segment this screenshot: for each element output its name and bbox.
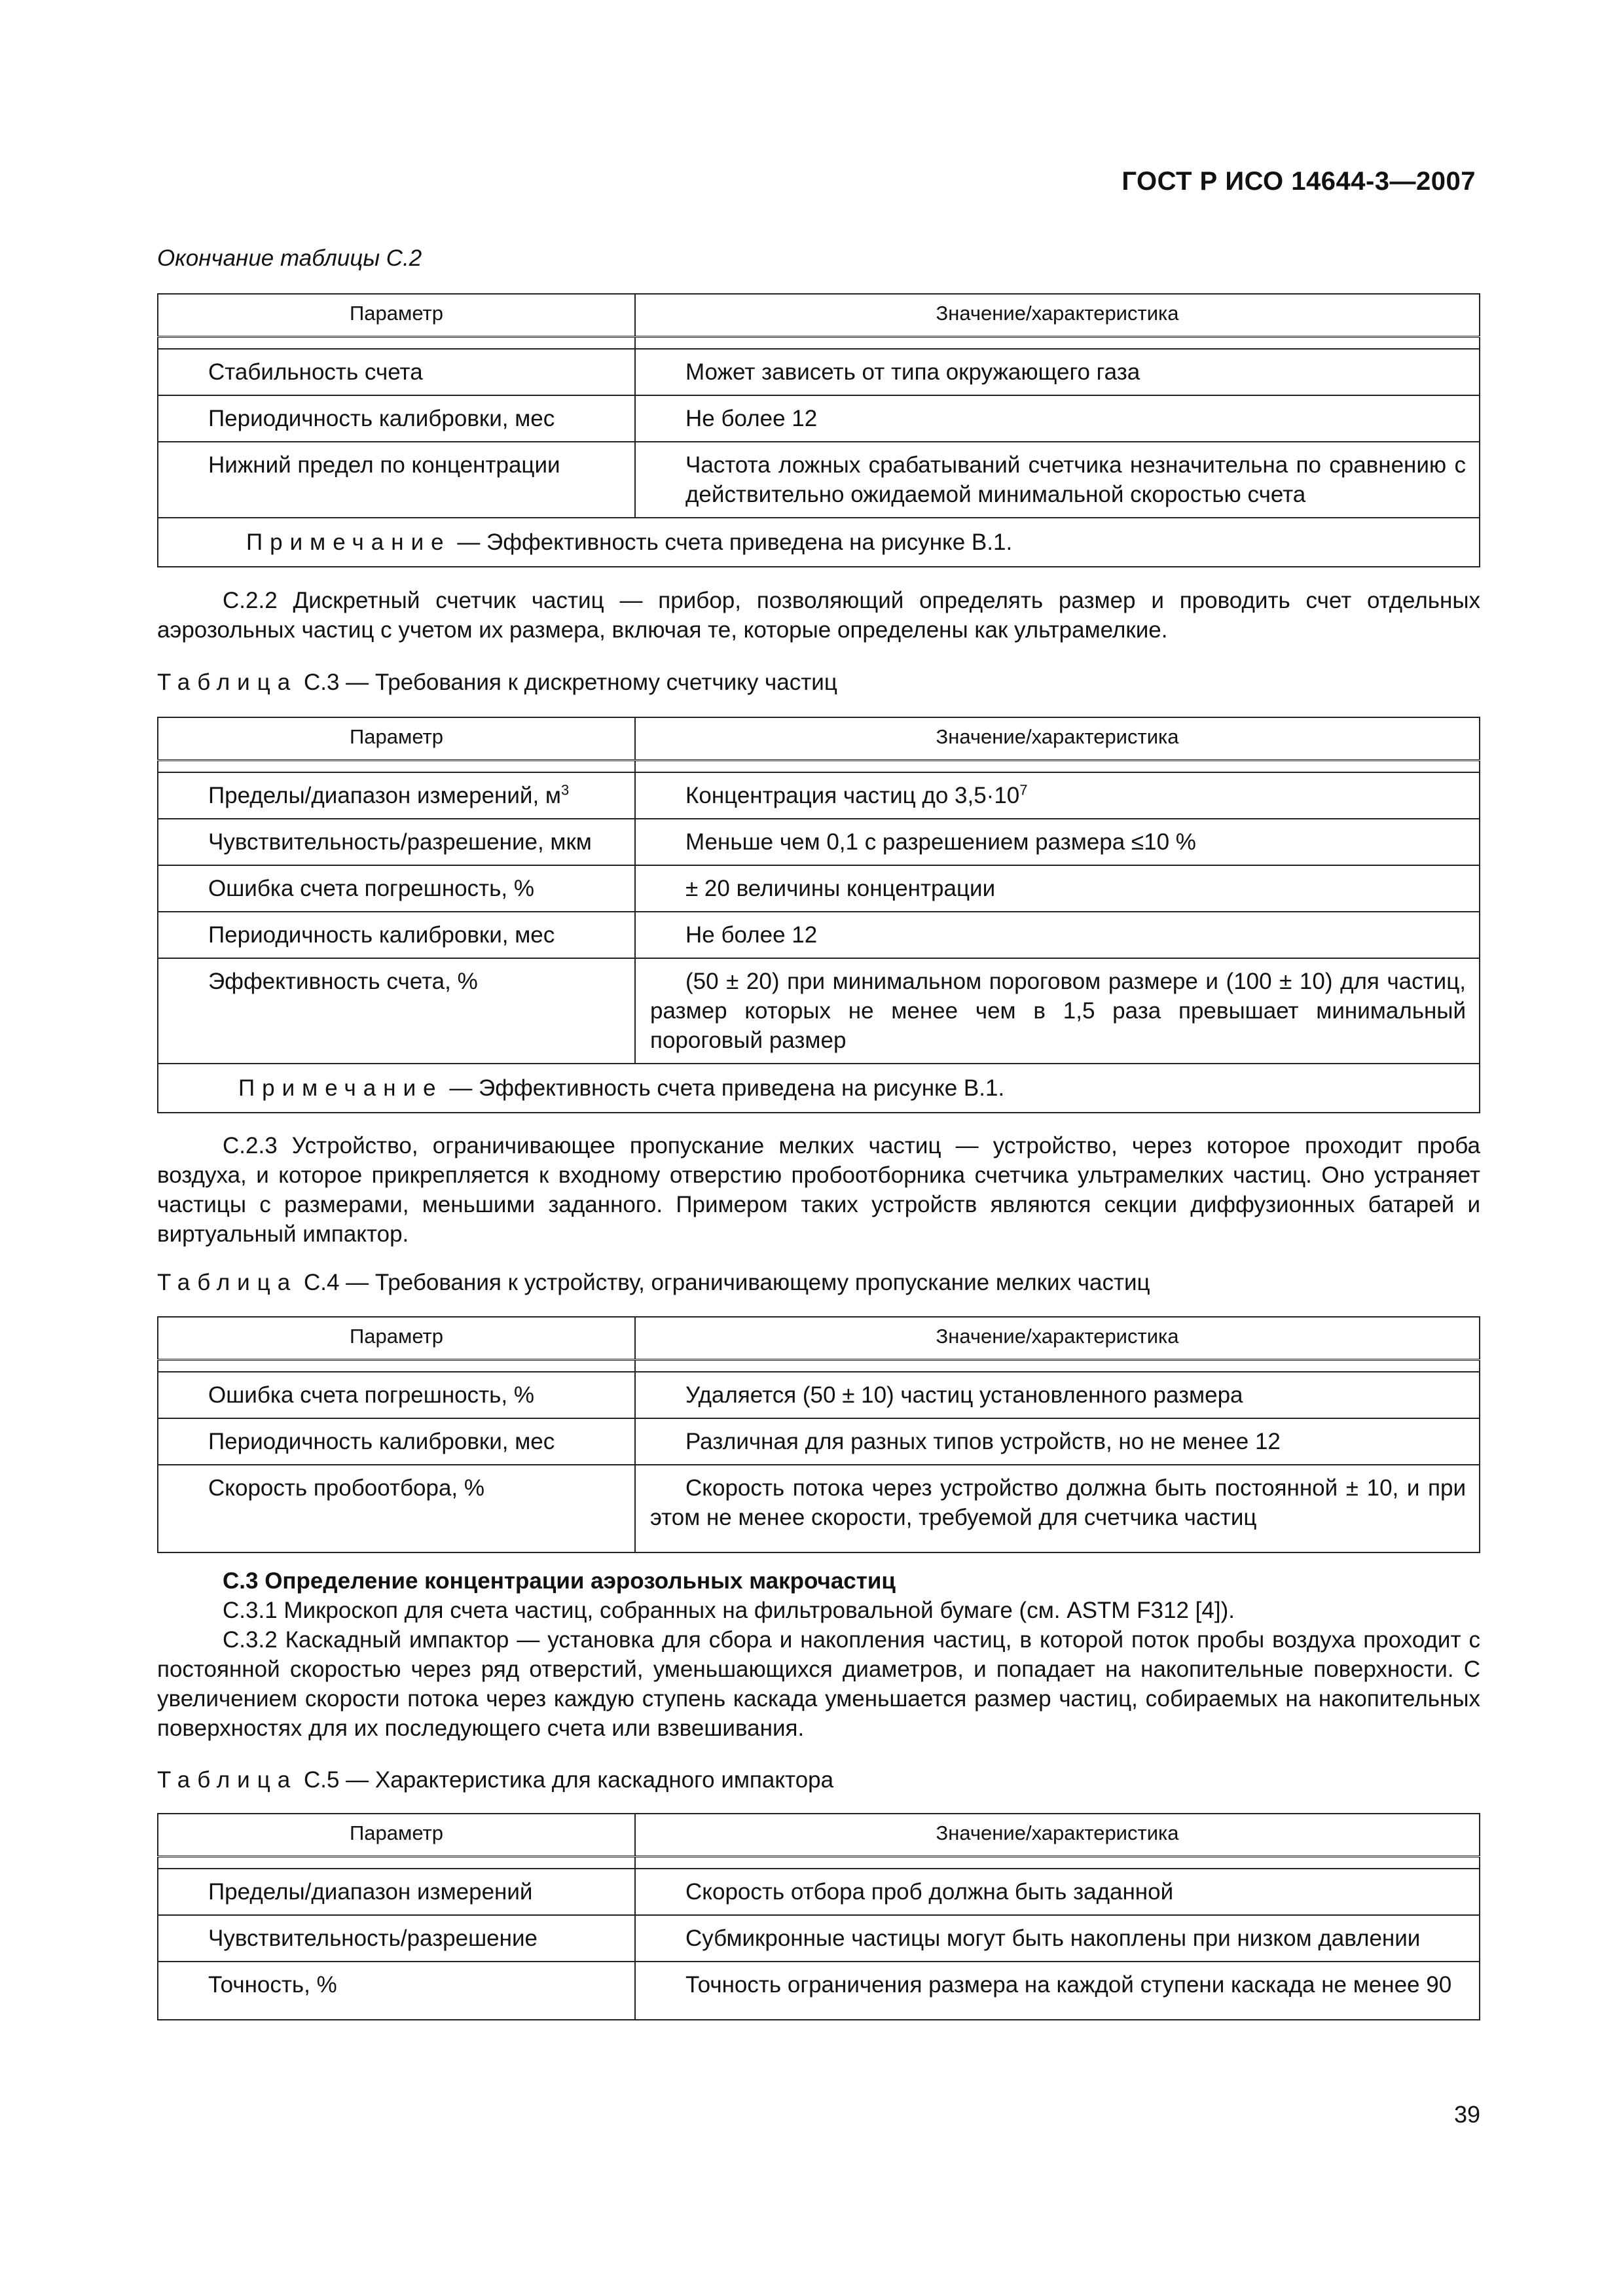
table-note [158,518,1480,567]
cell-value: Точность ограничения размера на каждой ступени каскада не менее 90 [635,1962,1480,2020]
cell-param: Периодичность калибровки, мес [158,395,635,442]
cell-value [635,772,1480,819]
table-note-row [158,1064,1480,1113]
caption-text: С.4 — Требования к устройству, ограничивающему пропускание мелких частиц [303,1270,1150,1295]
standard-header: ГОСТ Р ИСО 14644-3—2007 [1122,167,1476,196]
section-c3-title: С.3 Определение концентрации аэрозольных макрочастиц [223,1568,896,1594]
column-header-param: Параметр [158,1317,635,1360]
table-c4 [157,1316,1480,1553]
table-row [158,912,1480,958]
table-note-row [158,518,1480,567]
cell-value: Скорость отбора проб должна быть заданной [635,1869,1480,1915]
table-row [158,442,1480,518]
cell-value: Может зависеть от типа окружающего газа [635,349,1480,395]
table-row [158,1869,1480,1915]
cell-value: Различная для разных типов устройств, но не менее 12 [635,1418,1480,1465]
paragraph-c22: С.2.2 Дискретный счетчик частиц — прибор, позволяющий определять размер и проводить счет отдельных аэрозольных частиц с учетом их размера, включая те, которые определены как ультрамелкие. [157,588,1480,643]
cell-param: Пределы/диапазон измерений [158,1869,635,1915]
note-label: Примечание [238,1075,443,1101]
cell-param: Точность, % [158,1962,635,2020]
table-row [158,819,1480,865]
table-row [158,395,1480,442]
paragraph-c23: С.2.3 Устройство, ограничивающее пропускание мелких частиц — устройство, через которое проходит проба воздуха, и которое прикрепляется к входному отверстию пробоотборника счетчика ультрамелких частиц. Оно устраняет частицы с размерами, меньшими заданного. Примером таких устройств являются секции диффузионных батарей и виртуальный импактор. [157,1133,1480,1247]
caption-word: Таблица [157,670,298,695]
table-c5 [157,1813,1480,2020]
caption-text: С.5 — Характеристика для каскадного импактора [303,1767,834,1793]
cell-value: Не более 12 [635,912,1480,958]
cell-param: Периодичность калибровки, мес [158,1418,635,1465]
cell-param: Периодичность калибровки, мес [158,912,635,958]
superscript: 3 [560,781,570,798]
caption-text: С.3 — Требования к дискретному счетчику частиц [303,670,837,695]
cell-param [158,772,635,819]
paragraph-c31: С.3.1 Микроскоп для счета частиц, собранных на фильтровальной бумаге (см. ASTM F312 [4]). [223,1598,1235,1623]
cell-value: Меньше чем 0,1 с разрешением размера ≤10 % [635,819,1480,865]
table-row [158,349,1480,395]
cell-param: Чувствительность/разрешение [158,1915,635,1962]
table-row [158,772,1480,819]
cell-param: Стабильность счета [158,349,635,395]
column-header-value: Значение/характеристика [635,1317,1480,1360]
cell-param: Скорость пробоотбора, % [158,1465,635,1552]
table-row [158,1962,1480,2020]
cell-param: Ошибка счета погрешность, % [158,865,635,912]
column-header-value: Значение/характеристика [635,717,1480,761]
cell-param-text: Пределы/диапазон измерений, м [208,783,561,808]
table-row [158,1465,1480,1552]
cell-param: Нижний предел по концентрации [158,442,635,518]
cell-value: Скорость потока через устройство должна быть постоянной ± 10, и при этом не менее скорости, требуемой для счетчика частиц [635,1465,1480,1552]
table-c3-caption [157,670,837,696]
cell-value-text: Концентрация частиц до 3,5·10 [685,783,1020,808]
table-row [158,1915,1480,1962]
cell-param: Ошибка счета погрешность, % [158,1372,635,1418]
column-header-param: Параметр [158,1814,635,1857]
table-row [158,1372,1480,1418]
table-row [158,958,1480,1064]
table-c5-caption [157,1767,833,1793]
table-c2 [157,293,1480,567]
page-number: 39 [1453,2101,1480,2128]
cell-value: Частота ложных срабатываний счетчика незначительна по сравнению с действительно ожидаемой минимальной скоростью счета [635,442,1480,518]
cell-value: ± 20 величины концентрации [635,865,1480,912]
column-header-param: Параметр [158,717,635,761]
table-row [158,865,1480,912]
note-text: — Эффективность счета приведена на рисунке В.1. [457,529,1013,555]
column-header-value: Значение/характеристика [635,294,1480,337]
cell-value: Субмикронные частицы могут быть накоплены при низком давлении [635,1915,1480,1962]
table-c3 [157,717,1480,1113]
cell-param: Эффективность счета, % [158,958,635,1064]
note-label: Примечание [246,529,451,555]
table-continuation-caption: Окончание таблицы С.2 [157,245,422,271]
note-text: — Эффективность счета приведена на рисунке В.1. [449,1075,1005,1101]
cell-value: Удаляется (50 ± 10) частиц установленного размера [635,1372,1480,1418]
cell-param: Чувствительность/разрешение, мкм [158,819,635,865]
section-c3 [157,1566,1480,1743]
cell-value: (50 ± 20) при минимальном пороговом размере и (100 ± 10) для частиц, размер которых не менее чем в 1,5 раза превышает минимальный пороговый размер [635,958,1480,1064]
superscript: 7 [1019,781,1028,798]
column-header-param: Параметр [158,294,635,337]
paragraph-c32: С.3.2 Каскадный импактор — установка для сбора и накопления частиц, в которой поток пробы воздуха проходит с постоянной скоростью через ряд отверстий, уменьшающихся диаметров, и попадает на накопительные поверхности. С увеличением скорости потока через каждую ступень каскада уменьшается размер частиц, собираемых на накопительных поверхностях для их последующего счета или взвешивания. [157,1627,1480,1741]
caption-word: Таблица [157,1270,298,1295]
table-c4-caption [157,1270,1150,1296]
column-header-value: Значение/характеристика [635,1814,1480,1857]
cell-value: Не более 12 [635,395,1480,442]
table-note [158,1064,1480,1113]
table-row [158,1418,1480,1465]
caption-word: Таблица [157,1767,298,1793]
